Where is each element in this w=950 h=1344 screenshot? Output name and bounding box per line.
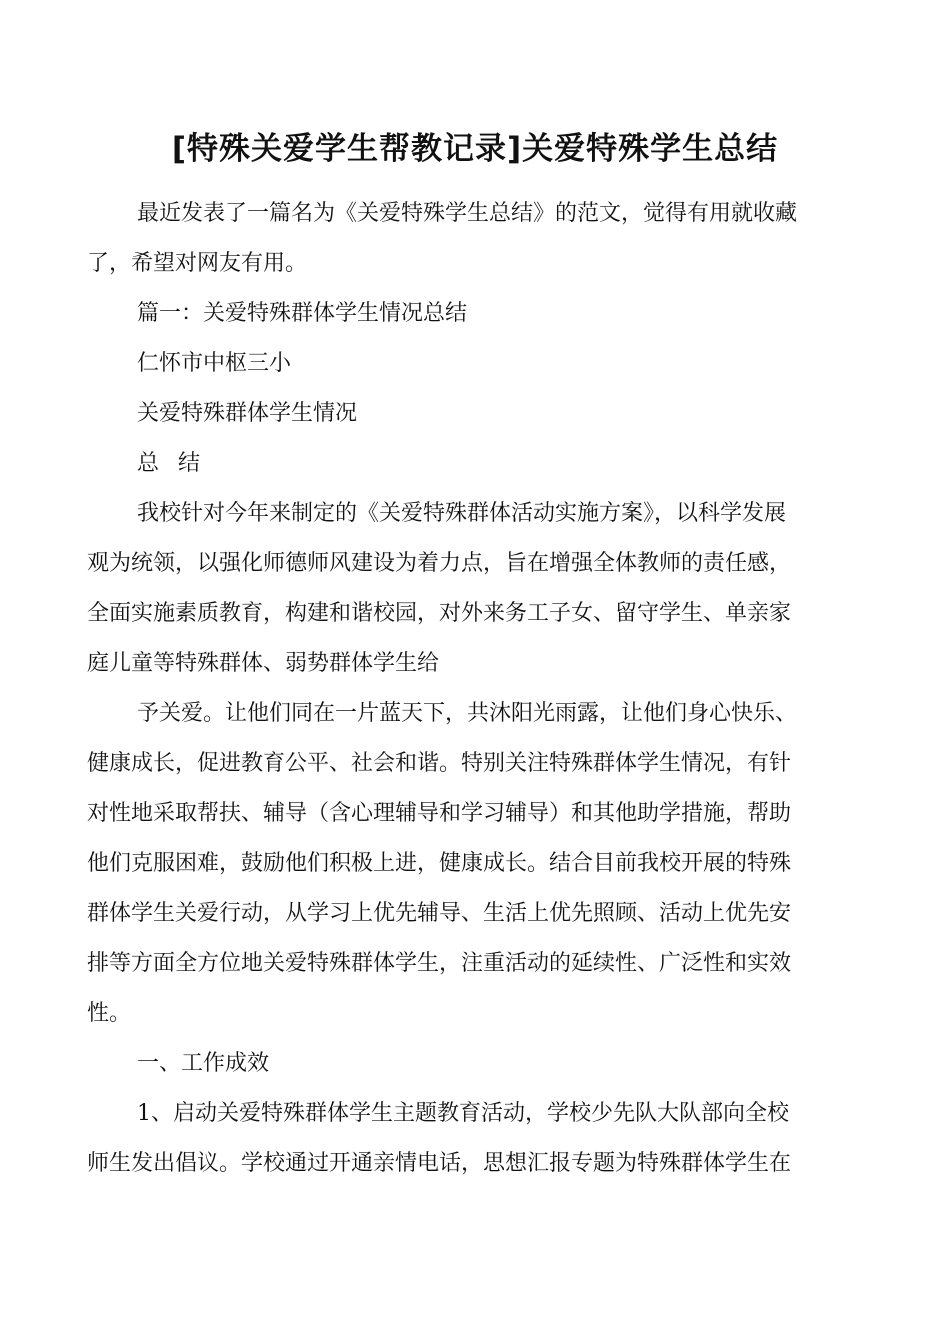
text-line: 他们克服困难，鼓励他们积极上进，健康成长。结合目前我校开展的特殊 xyxy=(87,851,792,876)
section-heading xyxy=(87,289,857,339)
section-1-heading xyxy=(87,1039,857,1089)
text-line: 了，希望对网友有用。 xyxy=(87,251,308,276)
text-line: 性。 xyxy=(87,1001,132,1026)
text-line: 观为统领，以强化师德师风建设为着力点，旨在增强全体教师的责任感， xyxy=(87,551,792,576)
document-body xyxy=(87,189,857,1189)
paragraph-intro xyxy=(87,189,857,289)
text-line: 篇一：关爱特殊群体学生情况总结 xyxy=(137,301,468,326)
text-line: 庭儿童等特殊群体、弱势群体学生给 xyxy=(87,651,440,676)
text-line: 予关爱。让他们同在一片蓝天下，共沐阳光雨露，让他们身心快乐、 xyxy=(137,701,798,726)
text-line: 1、启动关爱特殊群体学生主题教育活动，学校少先队大队部向全校 xyxy=(137,1101,789,1126)
report-subject xyxy=(87,389,857,439)
document-title: [特殊关爱学生帮教记录]关爱特殊学生总结 xyxy=(171,130,779,167)
text-line: 最近发表了一篇名为《关爱特殊学生总结》的范文，觉得有用就收藏 xyxy=(137,201,798,226)
text-line: 关爱特殊群体学生情况 xyxy=(137,401,358,426)
text-line: 群体学生关爱行动，从学习上优先辅导、生活上优先照顾、活动上优先安 xyxy=(87,901,792,926)
text-line: 一、工作成效 xyxy=(137,1051,270,1076)
paragraph-item-1 xyxy=(87,1089,857,1189)
text-line: 对性地采取帮扶、辅导（含心理辅导和学习辅导）和其他助学措施，帮助 xyxy=(87,801,792,826)
paragraph-body-1 xyxy=(87,489,857,689)
paragraph-body-2 xyxy=(87,689,857,1039)
text-line: 总 结 xyxy=(137,451,200,476)
school-name xyxy=(87,339,857,389)
text-line: 仁怀市中枢三小 xyxy=(137,351,292,376)
text-line: 排等方面全方位地关爱特殊群体学生，注重活动的延续性、广泛性和实效 xyxy=(87,951,792,976)
text-line: 师生发出倡议。学校通过开通亲情电话，思想汇报专题为特殊群体学生在 xyxy=(87,1151,792,1176)
report-type xyxy=(87,439,857,489)
text-line: 全面实施素质教育，构建和谐校园，对外来务工子女、留守学生、单亲家 xyxy=(87,601,792,626)
text-line: 健康成长，促进教育公平、社会和谐。特别关注特殊群体学生情况，有针 xyxy=(87,751,792,776)
text-line: 我校针对今年来制定的《关爱特殊群体活动实施方案》，以科学发展 xyxy=(137,501,787,526)
